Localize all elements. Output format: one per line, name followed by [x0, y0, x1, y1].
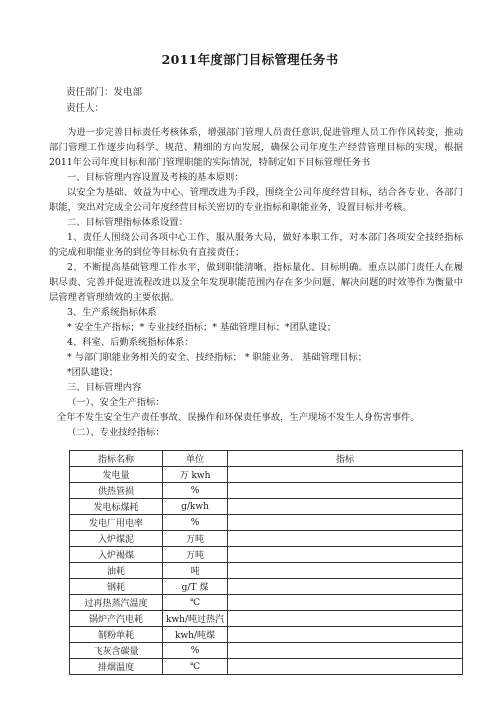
cell-unit: g/kwh — [163, 499, 228, 515]
section1-paragraph: 以安全为基础、效益为中心、管理改进为手段，围绕全公司年度经营目标，结合各专业、各部门职能，突出对完成全公司年度经营目标关密切的专业指标和职能业务，设置目标并考核。 — [49, 187, 463, 213]
table-row — [70, 643, 463, 659]
cell-target — [228, 499, 463, 515]
cell-indicator-name: 发电厂用电率 — [70, 515, 163, 531]
cell-unit: kwh/吨煤 — [163, 627, 228, 643]
technical-indicators-table — [69, 450, 463, 675]
cell-target — [228, 467, 463, 483]
table-body — [70, 467, 463, 675]
section2-item-3: 3、生产系统指标体系 — [67, 307, 157, 318]
table-row — [70, 499, 463, 515]
section2-item-4: 4、科室、后勤系统指标体系： — [67, 337, 194, 348]
table-row — [70, 627, 463, 643]
cell-indicator-name: 发电量 — [70, 467, 163, 483]
cell-target — [228, 611, 463, 627]
cell-indicator-name: 入炉褐煤 — [70, 547, 163, 563]
table-row — [70, 563, 463, 579]
cell-target — [228, 547, 463, 563]
section1-heading: 一、目标管理内容设置及考核的基本原则： — [67, 172, 244, 183]
cell-unit: 万吨 — [163, 547, 228, 563]
cell-indicator-name: 入炉煤泥 — [70, 531, 163, 547]
cell-indicator-name: 制粉单耗 — [70, 627, 163, 643]
cell-indicator-name: 过再热蒸汽温度 — [70, 595, 163, 611]
section2-item-4-detail-2: *团队建设； — [67, 367, 119, 378]
section3-sub1-text: 全年不发生安全生产责任事故、误操作和环保责任事故，生产现场不发生人身伤害事件。 — [57, 412, 420, 423]
table-row — [70, 467, 463, 483]
cell-target — [228, 563, 463, 579]
section2-heading: 二、目标管理指标体系设置： — [67, 217, 188, 228]
cell-indicator-name: 油耗 — [70, 563, 163, 579]
table-row — [70, 547, 463, 563]
section2-item-3-detail: * 安全生产指标；* 专业技经指标；* 基础管理目标；*团队建设； — [67, 322, 337, 333]
section2-item-4-detail: * 与部门职能业务相关的安全、技经指标； * 职能业务、 基础管理目标； — [67, 352, 368, 363]
table-header-row — [70, 451, 463, 467]
responsible-person: 责任人： — [66, 103, 105, 114]
cell-unit: % — [163, 643, 228, 659]
header-unit: 单位 — [163, 451, 228, 467]
cell-indicator-name: 排烟温度 — [70, 659, 163, 675]
cell-indicator-name: 锅炉产汽电耗 — [70, 611, 163, 627]
cell-unit: % — [163, 483, 228, 499]
section2-item-1: 1、责任人围绕公司各项中心工作，服从服务大局，做好本职工作，对本部门各项安全技经指标的完成和职能业务的到位等目标负有直接责任； — [49, 232, 463, 258]
document-title: 2011年度部门目标管理任务书 — [161, 52, 339, 67]
section2-item-2: 2、不断提高基础管理工作水平，做到职能清晰、指标量化、目标明确。重点以部门责任人在履职尽责、完善并促进流程改进以及全年发现职能范围内存在多少问题、解决问题的时效等作为衡量中层管理者管理绩效的主要依据。 — [49, 262, 463, 303]
cell-indicator-name: 飞灰含碳量 — [70, 643, 163, 659]
document-body — [49, 125, 463, 440]
cell-target — [228, 579, 463, 595]
cell-target — [228, 531, 463, 547]
table-row — [70, 579, 463, 595]
cell-indicator-name: 钢耗 — [70, 579, 163, 595]
section3-sub1-heading: （一）、安全生产指标： — [67, 397, 165, 408]
table-row — [70, 483, 463, 499]
table-row — [70, 659, 463, 675]
header-target: 指标 — [228, 451, 463, 467]
cell-unit: ℃ — [163, 595, 228, 611]
cell-target — [228, 515, 463, 531]
cell-unit: ℃ — [163, 659, 228, 675]
table-row — [70, 531, 463, 547]
header-indicator-name: 指标名称 — [70, 451, 163, 467]
cell-target — [228, 643, 463, 659]
table-row — [70, 611, 463, 627]
cell-target — [228, 627, 463, 643]
cell-target — [228, 595, 463, 611]
cell-indicator-name: 发电标煤耗 — [70, 499, 163, 515]
cell-target — [228, 483, 463, 499]
section3-heading: 三、目标管理内容 — [67, 382, 142, 393]
cell-unit: % — [163, 515, 228, 531]
cell-indicator-name: 供热管损 — [70, 483, 163, 499]
cell-unit: 吨 — [163, 563, 228, 579]
table-row — [70, 515, 463, 531]
table-row — [70, 595, 463, 611]
cell-unit: 万 kwh — [163, 467, 228, 483]
responsible-department: 责任部门：发电部 — [66, 87, 143, 98]
cell-unit: g/T 煤 — [163, 579, 228, 595]
cell-target — [228, 659, 463, 675]
cell-unit: 万吨 — [163, 531, 228, 547]
cell-unit: kwh/吨过热汽 — [163, 611, 228, 627]
section3-sub2-heading: （二）、专业技经指标： — [67, 427, 165, 438]
intro-paragraph: 为进一步完善目标责任考核体系，增强部门管理人员责任意识,促进管理人员工作作风转变，推动部门管理工作逐步向科学、规范、精细的方向发展，确保公司年度生产经营管理目标的实现，根据2011年公司年度目标和部门管理职能的实际情况，特制定如下目标管理任务书 — [49, 127, 463, 168]
